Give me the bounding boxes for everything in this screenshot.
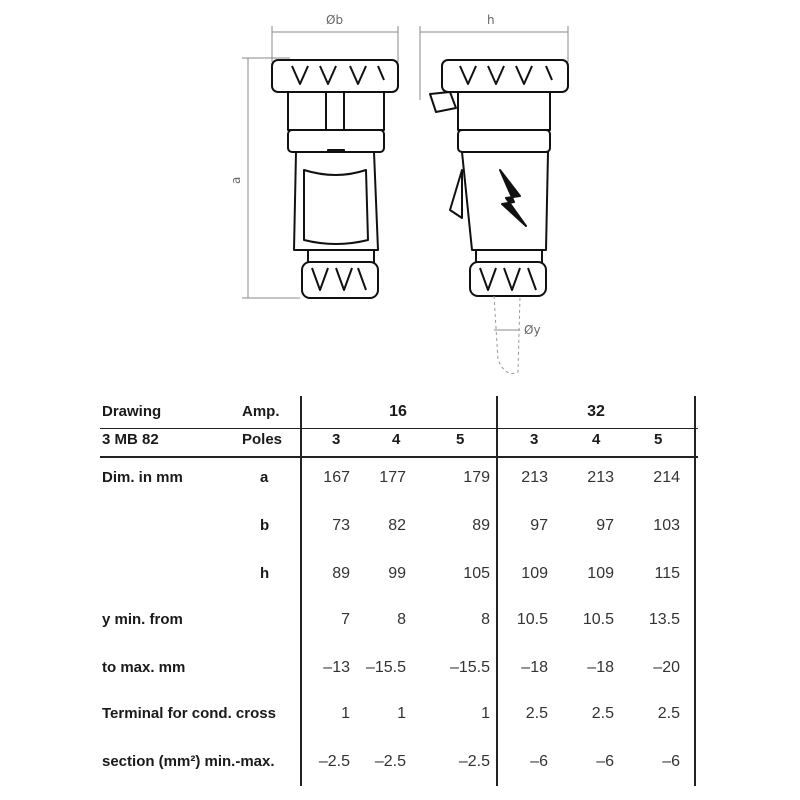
poles-col-1: 4 xyxy=(392,431,401,448)
spec-table xyxy=(100,396,700,786)
table-cell: 99 xyxy=(388,565,406,582)
dim-label-b: Øb xyxy=(326,13,344,27)
table-cell: 13.5 xyxy=(648,611,680,628)
table-cell: –15.5 xyxy=(365,659,406,676)
poles-col-5: 5 xyxy=(654,431,663,448)
row-label-4: to max. mm xyxy=(102,659,186,676)
row-label-6: section (mm²) min.-max. xyxy=(102,753,275,770)
table-cell: 105 xyxy=(463,565,490,582)
table-cell: 103 xyxy=(653,517,680,534)
row-label-0: Dim. in mm xyxy=(102,469,183,486)
poles-col-4: 4 xyxy=(592,431,601,448)
table-cell: 89 xyxy=(332,565,350,582)
table-cell: 179 xyxy=(463,469,490,486)
table-cell: 2.5 xyxy=(525,705,548,722)
table-cell: 89 xyxy=(472,517,490,534)
table-divider-header-bottom xyxy=(100,456,698,458)
table-cell: 10.5 xyxy=(516,611,548,628)
table-cell: –6 xyxy=(530,753,548,770)
table-cell: 2.5 xyxy=(657,705,680,722)
table-cell: –15.5 xyxy=(449,659,490,676)
table-cell: 7 xyxy=(341,611,350,628)
drawing-label: Drawing xyxy=(102,403,162,420)
table-divider-right xyxy=(694,396,696,786)
table-divider-16 xyxy=(300,396,302,786)
table-cell: 177 xyxy=(379,469,406,486)
table-divider-32 xyxy=(496,396,498,786)
table-cell: 1 xyxy=(341,705,350,722)
table-cell: 1 xyxy=(397,705,406,722)
table-cell: 213 xyxy=(521,469,548,486)
table-cell: –6 xyxy=(662,753,680,770)
table-cell: 2.5 xyxy=(591,705,614,722)
side-view-socket xyxy=(430,60,568,296)
dim-label-a: a xyxy=(229,176,243,184)
table-cell: –6 xyxy=(596,753,614,770)
amp-group-32: 32 xyxy=(587,403,605,420)
table-cell: 97 xyxy=(530,517,548,534)
table-cell: 10.5 xyxy=(582,611,614,628)
drawing-code: 3 MB 82 xyxy=(102,431,159,448)
amp-group-16: 16 xyxy=(389,403,407,420)
front-view-socket xyxy=(272,60,398,298)
table-cell: –2.5 xyxy=(318,753,350,770)
row-label-3: y min. from xyxy=(102,611,183,628)
poles-label: Poles xyxy=(242,431,283,448)
row-sub-1: b xyxy=(260,517,270,534)
row-label-5: Terminal for cond. cross xyxy=(102,705,276,722)
dim-label-y: Øy xyxy=(524,323,541,337)
table-cell: 167 xyxy=(323,469,350,486)
table-cell: –2.5 xyxy=(374,753,406,770)
table-cell: –18 xyxy=(587,659,614,676)
table-cell: 8 xyxy=(397,611,406,628)
table-cell: 115 xyxy=(654,565,680,582)
table-cell: 73 xyxy=(332,517,350,534)
technical-drawing xyxy=(0,0,800,390)
poles-col-0: 3 xyxy=(332,431,341,448)
table-cell: –18 xyxy=(521,659,548,676)
table-cell: 213 xyxy=(587,469,614,486)
table-cell: –13 xyxy=(323,659,350,676)
table-cell: 97 xyxy=(596,517,614,534)
table-cell: –20 xyxy=(653,659,680,676)
table-cell: 1 xyxy=(481,705,490,722)
table-cell: 214 xyxy=(653,469,680,486)
amp-label: Amp. xyxy=(242,403,280,420)
table-divider-header xyxy=(100,428,698,429)
cable-outline xyxy=(494,296,520,374)
dim-label-h: h xyxy=(487,13,495,27)
poles-col-3: 3 xyxy=(530,431,539,448)
poles-col-2: 5 xyxy=(456,431,465,448)
table-cell: –2.5 xyxy=(458,753,490,770)
table-cell: 82 xyxy=(388,517,406,534)
row-sub-0: a xyxy=(260,469,269,486)
table-cell: 8 xyxy=(481,611,490,628)
table-cell: 109 xyxy=(521,565,548,582)
row-sub-2: h xyxy=(260,565,270,582)
table-cell: 109 xyxy=(587,565,614,582)
